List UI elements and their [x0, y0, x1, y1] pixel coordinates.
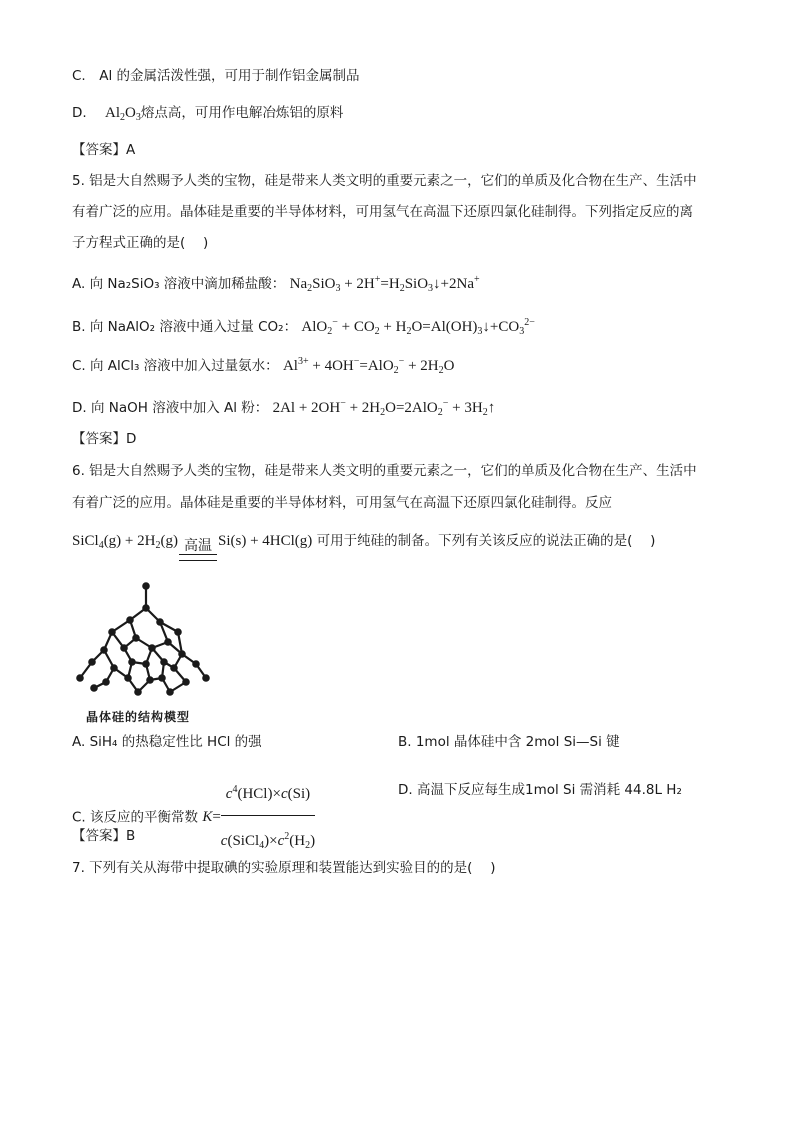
q6-option-d: D. 高温下反应每生成1mol Si 需消耗 44.8L H₂	[398, 782, 682, 798]
q5-answer	[72, 429, 136, 449]
q6-option-b: B. 1mol 晶体硅中含 2mol Si—Si 键	[398, 734, 620, 750]
q4-option-c: C. Al 的金属活泼性强，可用于制作铝金属制品	[72, 68, 360, 84]
answer-value: B	[126, 828, 136, 844]
q4-option-d-label: D.	[72, 105, 87, 121]
q5-option-a-text: A. 向 Na₂SiO₃ 溶液中滴加稀盐酸：	[72, 276, 286, 292]
q6-reaction-equation: SiCl$_4$(g) + $2H_2(g)$ 高温 Si(s) + 4HCl(g)	[72, 533, 312, 549]
q5-option-a	[72, 270, 480, 299]
q6-answer	[72, 826, 135, 846]
q5-option-b-text: B. 向 NaAlO₂ 溶液中通入过量 CO₂：	[72, 319, 298, 335]
answer-tag: 【答案】	[72, 142, 126, 158]
q5-stem-line2: 有着广泛的应用。晶体硅是重要的半导体材料，可用氢气在高温下还原四氯化硅制得。下列指定反应的离	[72, 204, 693, 220]
q6-stem-line2: 有着广泛的应用。晶体硅是重要的半导体材料，可用氢气在高温下还原四氯化硅制得。反应	[72, 495, 612, 511]
reaction-condition: 高温	[178, 538, 218, 565]
q5-option-c	[72, 352, 454, 381]
q7-stem: 7. 下列有关从海带中提取碘的实验原理和装置能达到实验目的的是( )	[72, 860, 496, 876]
q5-stem-line3: 子方程式正确的是( )	[72, 235, 209, 251]
q5-option-b-equation: $AlO_2^- + CO_2$ + $H_2O=Al(OH)_3↓+CO_3^{2-}$	[301, 317, 535, 337]
q6-equilibrium-constant: K= $\frac{c^4(HCl)\times c(Si)}{c(SiCl_4)\times c^2(H_2)}$	[202, 809, 315, 825]
answer-tag: 【答案】	[72, 828, 126, 844]
q6-stem-tail: 可用于纯硅的制备。下列有关该反应的说法正确的是( )	[316, 533, 656, 549]
q4-option-d-formula: $Al_2O_3$	[104, 105, 141, 123]
q5-option-c-equation: $Al^{3+} + 4OH^-=AlO_2^- + 2H_2O$	[282, 356, 455, 376]
q5-option-d-text: D. 向 NaOH 溶液中加入 Al 粉：	[72, 400, 269, 416]
q5-option-b	[72, 313, 535, 342]
q4-answer	[72, 140, 135, 160]
q6-stem-line1: 6. 铝是大自然赐予人类的宝物，硅是带来人类文明的重要元素之一，它们的单质及化合物在生产、生活中	[72, 463, 697, 479]
q5-option-c-text: C. 向 AlCl₃ 溶液中加入过量氨水：	[72, 358, 279, 374]
q5-stem-line1: 5. 铝是大自然赐予人类的宝物，硅是带来人类文明的重要元素之一，它们的单质及化合物在生产、生活中	[72, 173, 697, 189]
figure-caption: 晶体硅的结构模型	[86, 710, 191, 724]
answer-value: A	[126, 142, 136, 158]
q6-option-c-text: C. 该反应的平衡常数	[72, 809, 199, 826]
q6-option-a: A. SiH₄ 的热稳定性比 HCl 的强	[72, 734, 262, 750]
q5-option-d	[72, 394, 495, 423]
answer-value: D	[126, 431, 137, 447]
q6-stem-line3	[72, 522, 655, 565]
q6-option-c	[72, 770, 315, 866]
crystal-silicon-structure-figure	[74, 582, 214, 704]
answer-tag: 【答案】	[72, 431, 126, 447]
q5-option-d-equation: $2Al + 2OH^- + 2H_2O=2AlO_2^-$ + $3H_2↑$	[272, 398, 496, 418]
q5-option-a-equation: $Na_2SiO_3$ + $2H^+=H_2SiO_3↓+2Na^+$	[289, 274, 480, 294]
q4-option-d-text: 熔点高，可用作电解冶炼铝的原料	[140, 105, 344, 121]
q4-option-d	[72, 103, 343, 128]
